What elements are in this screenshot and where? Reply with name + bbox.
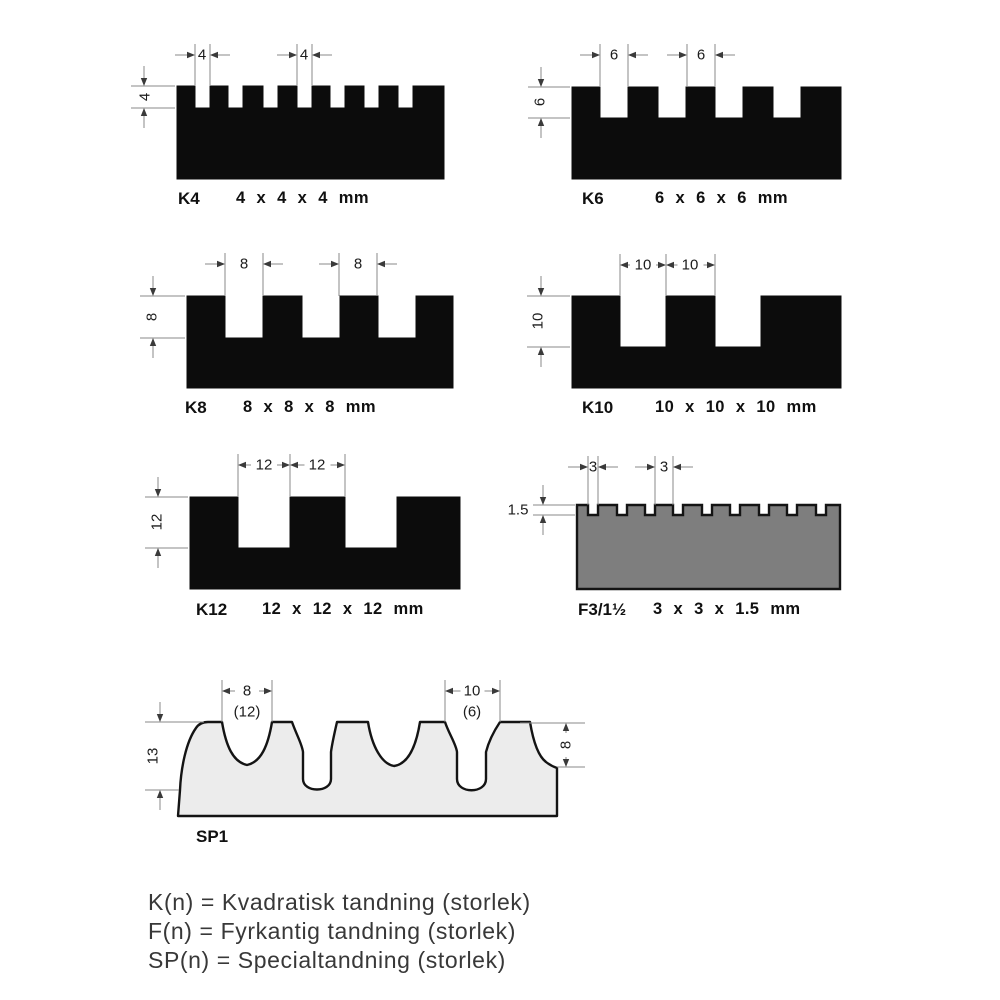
k10-depth-dim: 10 [529,312,547,330]
k6-depth-dim: 6 [531,97,549,107]
sp1-groove1-width-dim: 8 [242,682,252,700]
legend-line-k: K(n) = Kvadratisk tandning (storlek) [148,889,531,915]
k6-size-text: 6 x 6 x 6 mm [655,189,788,207]
f3-caption: F3/1½ [578,600,627,619]
sp1-right-depth-dim: 8 [557,740,575,750]
k8-depth-dim: 8 [143,312,161,322]
k8-tooth-width-dim: 8 [353,255,363,273]
k10-notch-width-dim: 10 [634,256,652,274]
f3-size-text: 3 x 3 x 1.5 mm [653,600,801,618]
k8-notch-width-dim: 8 [239,255,249,273]
f3-profile [577,505,840,589]
k12-profile [190,497,460,589]
sp1-caption: SP1 [196,827,229,846]
k12-notch-width-dim: 12 [255,456,273,474]
legend-line-sp: SP(n) = Specialtandning (storlek) [148,947,506,973]
k4-notch-width-dim: 4 [197,46,207,64]
sp1-left-depth-dim: 13 [144,747,162,765]
k4-depth-dim: 4 [136,92,154,102]
k6-notch-width-dim: 6 [609,46,619,64]
k4-size-text: 4 x 4 x 4 mm [236,189,369,207]
legend-line-f: F(n) = Fyrkantig tandning (storlek) [148,918,517,944]
k12-tooth-width-dim: 12 [308,456,326,474]
sp1-groove2-width-alt-dim: (6) [462,703,482,721]
k10-caption: K10 [582,398,614,417]
k6-tooth-width-dim: 6 [696,46,706,64]
k8-size-text: 8 x 8 x 8 mm [243,398,376,416]
k4-profile [177,86,444,179]
k6-profile [572,87,841,179]
sp1-profile [178,722,557,816]
k4-tooth-width-dim: 4 [299,46,309,64]
k12-depth-dim: 12 [148,513,166,531]
f3-tooth-width-dim: 3 [659,458,669,476]
k10-profile [572,296,841,388]
f3-depth-dim: 1.5 [507,501,529,519]
f3-notch-width-dim: 3 [588,458,598,476]
k4-caption: K4 [178,189,200,208]
sp1-groove2-width-dim: 10 [463,682,481,700]
legend [148,888,531,975]
k10-tooth-width-dim: 10 [681,256,699,274]
k8-profile [187,296,453,388]
k12-caption: K12 [196,600,228,619]
k8-caption: K8 [185,398,207,417]
k10-size-text: 10 x 10 x 10 mm [655,398,817,416]
k6-caption: K6 [582,189,604,208]
k12-size-text: 12 x 12 x 12 mm [262,600,424,618]
sp1-groove1-width-alt-dim: (12) [233,703,261,721]
